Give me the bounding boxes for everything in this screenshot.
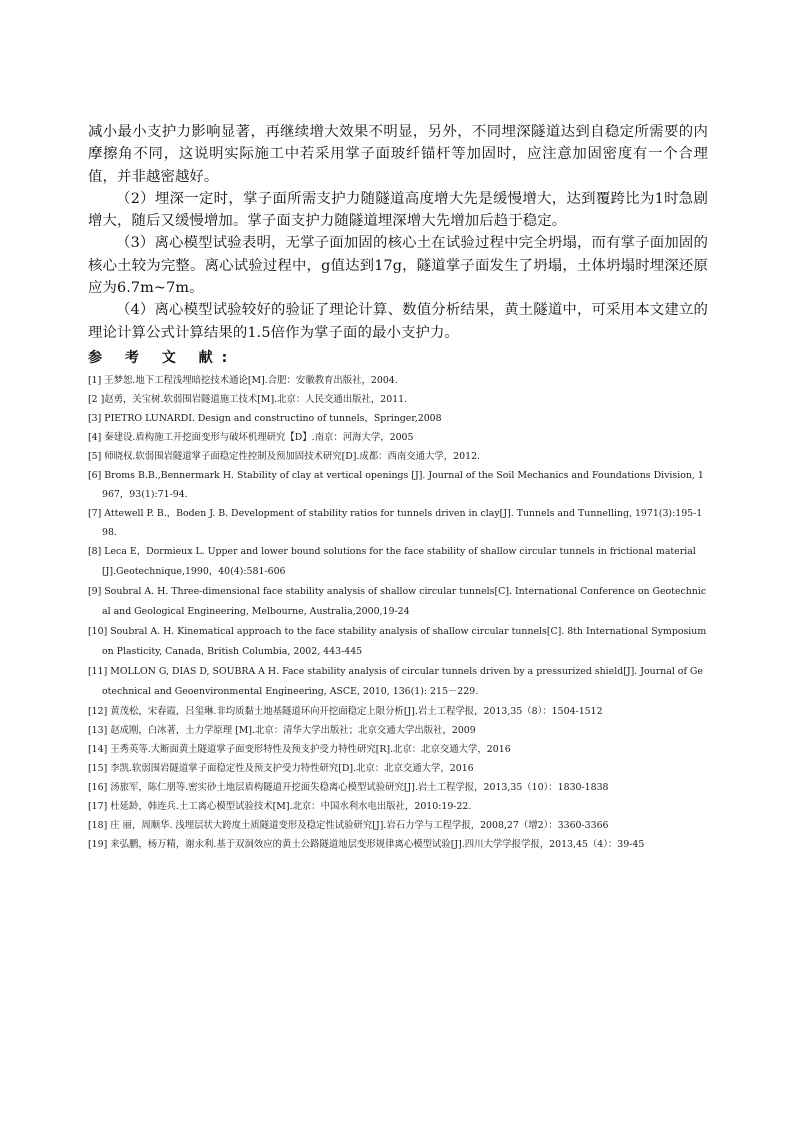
reference-item: [15] 李凯.软弱围岩隧道掌子面稳定性及预支护受力特性研究[D].北京：北京交通大学，2016 [88,763,474,774]
paragraph-conclusion-2: （2）埋深一定时，掌子面所需支护力随隧道高度增大先是缓慢增大，达到覆跨比为1时急剧增大，随后又缓慢增加。掌子面支护力随隧道埋深增大先增加后趋于稳定。 [88,190,708,230]
references-heading: 参 考 文 献: [88,350,237,366]
reference-item: [16] 汤旅军，陈仁朋等.密实砂土地层盾构隧道开挖面失稳离心模型试验研究[J].岩土工程学报，2013,35（10）：1830-1838 [88,782,609,793]
reference-item: [13] 赵成刚，白冰著，土力学原理 [M].北京：清华大学出版社；北京交通大学出版社，2009 [88,725,476,736]
reference-item: [6] Broms B.B.,Bennermark H. Stability of clay at vertical openings [J]. Journal of the Soil Mechanics and Foundations Division, 1967，93(1):71-94. [88,470,704,500]
reference-item: [14] 王秀英等.大断面黄土隧道掌子面变形特性及预支护受力特性研究[R].北京：北京交通大学，2016 [88,744,511,755]
reference-item: [3] PIETRO LUNARDI. Design and constructino of tunnels，Springer,2008 [88,413,442,424]
paragraph-conclusion-3: （3）离心模型试验表明，无掌子面加固的核心土在试验过程中完全坍塌，而有掌子面加固的核心土较为完整。离心试验过程中，g值达到17g，隧道掌子面发生了坍塌，土体坍塌时埋深还原应为6.7m~7m。 [88,235,708,297]
paragraph-continuation: 减小最小支护力影响显著，再继续增大效果不明显，另外，不同埋深隧道达到自稳定所需要的内摩擦角不同，这说明实际施工中若采用掌子面玻纤锚杆等加固时，应注意加固密度有一个合理值，并非越密越好。 [88,124,708,185]
reference-item: [9] Soubral A. H. Three-dimensional face stability analysis of shallow circular tunnels[C]. International Conference on Geotechnical and Geological Engineering, Melbourne, Australia,2000,19-24 [88,586,707,617]
conclusions-body [88,121,708,344]
reference-item: [19] 来弘鹏，杨万精，谢永利.基于双洞效应的黄土公路隧道地层变形规律离心模型试验[J].四川大学学报学报，2013,45（4）：39-45 [88,839,645,850]
reference-item: [17] 杜延龄，韩连兵.土工离心模型试验技术[M].北京：中国水利水电出版社，2010:19-22. [88,801,472,812]
reference-item: [10] Soubral A. H. Kinematical approach to the face stability analysis of shallow circular tunnels[C]. 8th International Symposium on Plasticity, Canada, British Columbia, 2002, 443-445 [88,626,707,657]
reference-item: [8] Leca E，Dormieux L. Upper and lower bound solutions for the face stability of shallow circular tunnels in frictional material [J].Geotechnique,1990，40(4):581-606 [88,546,696,577]
reference-item: [1] 王梦恕.地下工程浅埋暗挖技术通论[M].合肥：安徽教育出版社，2004. [88,375,398,386]
reference-item: [7] Attewell P. B.，Boden J. B. Development of stability ratios for tunnels driven in clay[J]. Tunnels and Tunnelling, 1971(3):195-198. [88,508,703,538]
reference-item: [12] 黄茂松，宋春霞，吕玺琳.非均质黏土地基隧道环向开挖面稳定上限分析[J].岩土工程学报，2013,35（8）：1504-1512 [88,706,603,717]
reference-item: [5] 师晓权.软弱围岩隧道掌子面稳定性控制及预加固技术研究[D].成都：西南交通大学，2012. [88,451,481,462]
reference-item: [18] 庄 丽，周顺华. 浅埋层状大跨度土质隧道变形及稳定性试验研究[J].岩石力学与工程学报，2008,27（增2）：3360-3366 [88,820,609,831]
reference-item: [11] MOLLON G, DIAS D, SOUBRA A H. Face stability analysis of circular tunnels driven by a pressurized shield[J]. Journal of Geotechnical and Geoenvironmental Engineering, ASCE, 2010, 136(1): 215－229. [88,666,703,697]
paragraph-conclusion-4: （4）离心模型试验较好的验证了理论计算、数值分析结果，黄土隧道中，可采用本文建立的理论计算公式计算结果的1.5倍作为掌子面的最小支护力。 [88,302,708,341]
reference-item: [2 ]赵勇，关宝树.软弱围岩隧道施工技术[M].北京：人民交通出版社，2011. [88,394,408,405]
reference-list [88,371,708,854]
reference-item: [4] 秦建设.盾构施工开挖面变形与破坏机理研究【D】.南京：河海大学，2005 [88,432,414,443]
